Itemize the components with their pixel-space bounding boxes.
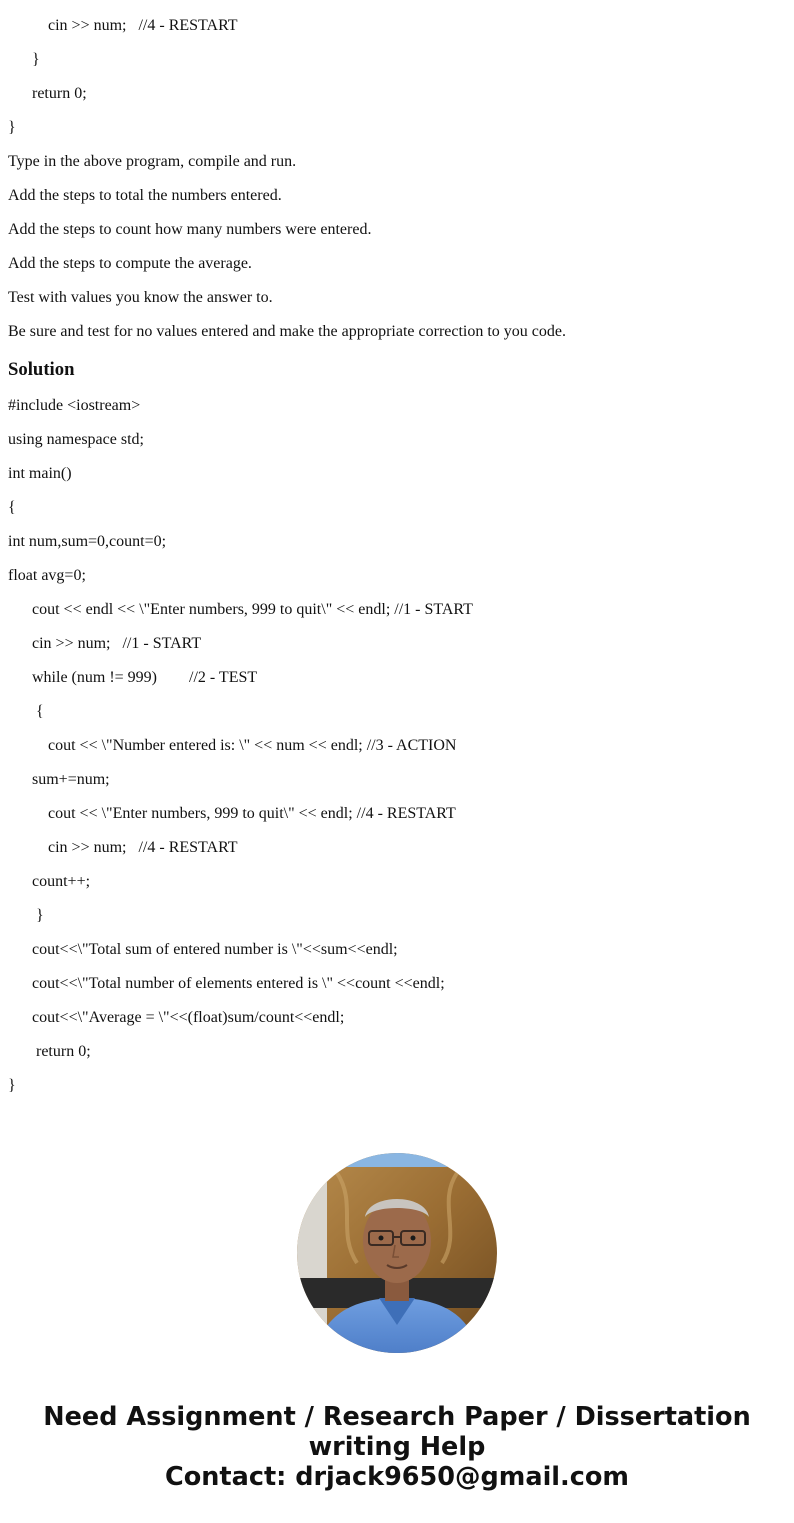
code-line: cout << \"Enter numbers, 999 to quit\" << endl; //4 - RESTART — [48, 805, 456, 822]
cta-line-2: writing Help — [308, 1432, 486, 1462]
code-line: { — [8, 499, 16, 516]
person-portrait-icon — [297, 1153, 497, 1353]
code-line: } — [8, 119, 16, 136]
code-line: } — [36, 907, 44, 924]
code-line: sum+=num; — [32, 771, 110, 788]
top-code-block — [8, 0, 788, 137]
cta-line-1: Need Assignment / Research Paper / Dissertation — [43, 1402, 751, 1432]
code-line: cin >> num; //4 - RESTART — [48, 839, 238, 856]
code-line: cout << endl << \"Enter numbers, 999 to quit\" << endl; //1 - START — [32, 601, 473, 618]
document-body — [8, 0, 788, 1111]
code-line: while (num != 999) //2 - TEST — [32, 669, 258, 686]
contact-banner — [0, 1402, 794, 1492]
code-line: float avg=0; — [8, 567, 86, 584]
instruction-line: Test with values you know the answer to. — [8, 289, 273, 306]
code-line: count++; — [32, 873, 91, 890]
code-line — [8, 0, 788, 1]
instruction-line: Add the steps to compute the average. — [8, 255, 252, 272]
instruction-line: Add the steps to total the numbers entered. — [8, 187, 282, 204]
code-line: { — [36, 703, 44, 720]
code-line: cout << \"Number entered is: \" << num << endl; //3 - ACTION — [48, 737, 457, 754]
solution-heading: Solution — [8, 359, 75, 380]
code-line: int main() — [8, 465, 72, 482]
avatar — [297, 1153, 497, 1353]
solution-code-block — [8, 397, 788, 1095]
instruction-line: Add the steps to count how many numbers were entered. — [8, 221, 372, 238]
code-line: #include <iostream> — [8, 397, 141, 414]
code-line: cin >> num; //4 - RESTART — [48, 17, 238, 34]
instruction-line: Be sure and test for no values entered and make the appropriate correction to you code. — [8, 323, 567, 340]
code-line: cout<<\"Average = \"<<(float)sum/count<<endl; — [32, 1009, 345, 1026]
code-line: return 0; — [36, 1043, 91, 1060]
instructions-list — [8, 153, 788, 341]
code-line: cin >> num; //1 - START — [32, 635, 202, 652]
code-line: cout<<\"Total sum of entered number is \"<<sum<<endl; — [32, 941, 398, 958]
code-line: int num,sum=0,count=0; — [8, 533, 167, 550]
code-line: } — [32, 51, 40, 68]
code-line: using namespace std; — [8, 431, 144, 448]
code-line: cout<<\"Total number of elements entered is \" <<count <<endl; — [32, 975, 445, 992]
instruction-line: Type in the above program, compile and run. — [8, 153, 297, 170]
code-line: } — [8, 1077, 16, 1094]
code-line: return 0; — [32, 85, 87, 102]
cta-contact: Contact: drjack9650@gmail.com — [165, 1462, 629, 1492]
